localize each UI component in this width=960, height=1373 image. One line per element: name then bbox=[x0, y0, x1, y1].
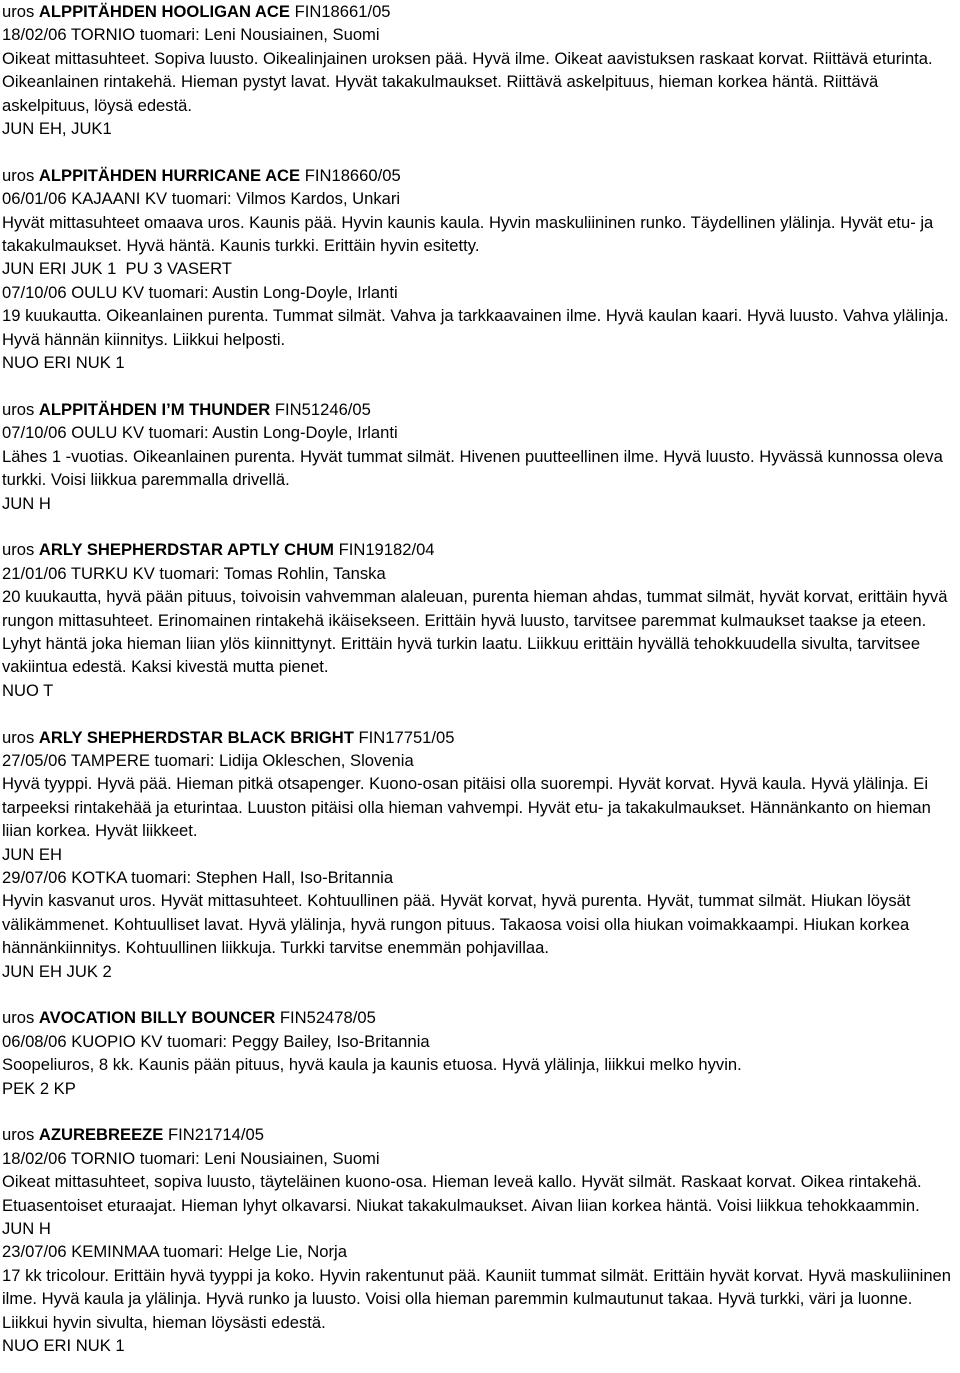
sex: uros bbox=[2, 399, 35, 419]
result: NUO ERI NUK 1 bbox=[2, 353, 125, 373]
show-header: 18/02/06 TORNIO tuomari: Leni Nousiainen, Suomi bbox=[2, 1148, 380, 1168]
show-header: 29/07/06 KOTKA tuomari: Stephen Hall, Iso-Britannia bbox=[2, 867, 394, 887]
registration-number: FIN18661/05 bbox=[294, 2, 391, 21]
registration-number: FIN51246/05 bbox=[274, 399, 371, 419]
result: JUN H bbox=[2, 1219, 51, 1239]
critique: Oikeat mittasuhteet, sopiva luusto, täyteläinen kuono-osa. Hieman leveä kallo. Hyvät silmät. Raskaat korvat. Oikea rintakehä. Etuasentoiset eturaajat. Hieman lyhyt olkavarsi. Niukat takakulmaukset. Aivan liian korkea häntä. Voisi liikkua tehokkaammin. bbox=[2, 1172, 922, 1215]
show-header: 06/01/06 KAJAANI KV tuomari: Vilmos Kardos, Unkari bbox=[2, 189, 401, 209]
dog-name: AZUREBREEZE bbox=[38, 1125, 164, 1145]
entry-title bbox=[2, 164, 960, 187]
result: JUN EH JUK 2 bbox=[2, 961, 112, 981]
registration-number: FIN18660/05 bbox=[304, 165, 401, 185]
entry-title bbox=[2, 1006, 960, 1029]
dog-name: AVOCATION BILLY BOUNCER bbox=[38, 1008, 276, 1028]
result: JUN ERI JUK 1 PU 3 VASERT bbox=[2, 259, 232, 279]
dog-name: ALPPITÄHDEN HURRICANE ACE bbox=[38, 165, 301, 185]
show-header: 21/01/06 TURKU KV tuomari: Tomas Rohlin, Tanska bbox=[2, 563, 386, 583]
critique: Hyvin kasvanut uros. Hyvät mittasuhteet. Kohtuullinen pää. Hyvät korvat, hyvä purenta. Hyvät, tummat silmät. Hiukan löysät välikämmenet. Kohtuulliset lavat. Hyvä ylälinja, hyvä rungon pituus. Takaosa voisi olla hiukan voimakkaampi. Hiukan korkea hännänkiinnitys. Kohtuullinen liikkuja. Turkki tarvitse enemmän pohjavillaa. bbox=[2, 891, 911, 958]
show-header: 18/02/06 TORNIO tuomari: Leni Nousiainen, Suomi bbox=[2, 25, 380, 45]
result: JUN EH bbox=[2, 844, 62, 864]
critique: Soopeliuros, 8 kk. Kaunis pään pituus, hyvä kaula ja kaunis etuosa. Hyvä ylälinja, liikkui melko hyvin. bbox=[2, 1055, 742, 1075]
dog-entry bbox=[2, 1006, 960, 1100]
show-header: 06/08/06 KUOPIO KV tuomari: Peggy Bailey, Iso-Britannia bbox=[2, 1031, 430, 1051]
registration-number: FIN19182/04 bbox=[338, 540, 435, 560]
result: NUO T bbox=[2, 680, 54, 700]
show-header: 27/05/06 TAMPERE tuomari: Lidija Okleschen, Slovenia bbox=[2, 750, 414, 770]
sex: uros bbox=[2, 1125, 35, 1145]
critique: 20 kuukautta, hyvä pään pituus, toivoisin vahvemman alaleuan, purenta hieman ahdas, tummat silmät, hyvät korvat, erittäin hyvä rungon mittasuhteet. Erinomainen rintakehä ikäisekseen. Erittäin hyvä luusto, tarvitsee paremmat kulmaukset taakse ja eteen. Lyhyt häntä joka hieman liian ylös kiinnittynyt. Erittäin hyvä turkin laatu. Liikkuu erittäin hyvällä tehokkuudella sivulta, tarvitsee vakiintua edestä. Kaksi kivestä mutta pienet. bbox=[2, 587, 948, 677]
entry-title bbox=[2, 0, 960, 23]
entry-title bbox=[2, 398, 960, 421]
critique: Oikeat mittasuhteet. Sopiva luusto. Oikealinjainen uroksen pää. Hyvä ilme. Oikeat aavistuksen raskaat korvat. Riittävä eturinta. Oikeanlainen rintakehä. Hieman pystyt lavat. Hyvät takakulmaukset. Riittävä askelpituus, hieman korkea häntä. Riittävä askelpituus, löysä edestä. bbox=[2, 48, 933, 115]
dog-name: ALPPITÄHDEN I’M THUNDER bbox=[38, 399, 271, 419]
registration-number: FIN21714/05 bbox=[168, 1125, 264, 1145]
show-header: 07/10/06 OULU KV tuomari: Austin Long-Doyle, Irlanti bbox=[2, 282, 398, 302]
critique: Hyvä tyyppi. Hyvä pää. Hieman pitkä otsapenger. Kuono-osan pitäisi olla suorempi. Hyvät korvat. Hyvä kaula. Hyvä ylälinja. Ei tarpeeksi rintakehää ja eturintaa. Luuston pitäisi olla hieman vahvempi. Hyvät etu- ja takakulmaukset. Hännänkanto on hieman liian korkea. Hyvät liikkeet. bbox=[2, 774, 931, 841]
sex: uros bbox=[2, 165, 35, 185]
dog-entry bbox=[2, 0, 960, 140]
sex: uros bbox=[2, 2, 35, 21]
critique: 19 kuukautta. Oikeanlainen purenta. Tummat silmät. Vahva ja tarkkaavainen ilme. Hyvä kaulan kaari. Hyvä luusto. Vahva ylälinja. Hyvä hännän kiinnitys. Liikkui helposti. bbox=[2, 306, 949, 349]
result: JUN H bbox=[2, 493, 51, 513]
dog-entry bbox=[2, 398, 960, 515]
critique: Lähes 1 -vuotias. Oikeanlainen purenta. Hyvät tummat silmät. Hivenen puutteellinen ilme. Hyvä luusto. Hyvässä kunnossa oleva turkki. Voisi liikkua paremmalla drivellä. bbox=[2, 446, 943, 490]
show-header: 07/10/06 OULU KV tuomari: Austin Long-Doyle, Irlanti bbox=[2, 423, 398, 443]
sex: uros bbox=[2, 1008, 35, 1028]
dog-entry bbox=[2, 726, 960, 983]
registration-number: FIN17751/05 bbox=[358, 727, 455, 747]
critique: Hyvät mittasuhteet omaava uros. Kaunis pää. Hyvin kaunis kaula. Hyvin maskuliininen runko. Täydellinen ylälinja. Hyvät etu- ja takakulmaukset. Hyvä häntä. Kaunis turkki. Erittäin hyvin esitetty. bbox=[2, 212, 934, 256]
entry-title bbox=[2, 1123, 960, 1146]
critique: 17 kk tricolour. Erittäin hyvä tyyppi ja koko. Hyvin rakentunut pää. Kauniit tummat silmät. Erittäin hyvät korvat. Hyvä maskuliininen ilme. Hyvä kaula ja ylälinja. Hyvä runko ja luusto. Voisi olla hieman paremmin kulmautunut takaa. Hyvä turkki, väri ja luonne. Liikkui hyvin sivulta, hieman löysästi edestä. bbox=[2, 1265, 952, 1332]
dog-entry bbox=[2, 538, 960, 702]
result: JUN EH, JUK1 bbox=[2, 119, 112, 139]
dog-name: ARLY SHEPHERDSTAR APTLY CHUM bbox=[38, 540, 334, 560]
entry-title bbox=[2, 726, 960, 749]
sex: uros bbox=[2, 727, 35, 747]
sex: uros bbox=[2, 540, 35, 560]
dog-entry bbox=[2, 1123, 960, 1357]
dog-name: ALPPITÄHDEN HOOLIGAN ACE bbox=[38, 2, 290, 21]
registration-number: FIN52478/05 bbox=[279, 1008, 376, 1028]
entry-title bbox=[2, 538, 960, 561]
dog-entry bbox=[2, 164, 960, 375]
result: NUO ERI NUK 1 bbox=[2, 1336, 125, 1356]
dog-name: ARLY SHEPHERDSTAR BLACK BRIGHT bbox=[38, 727, 354, 747]
result: PEK 2 KP bbox=[2, 1078, 76, 1098]
show-header: 23/07/06 KEMINMAA tuomari: Helge Lie, Norja bbox=[2, 1242, 347, 1262]
